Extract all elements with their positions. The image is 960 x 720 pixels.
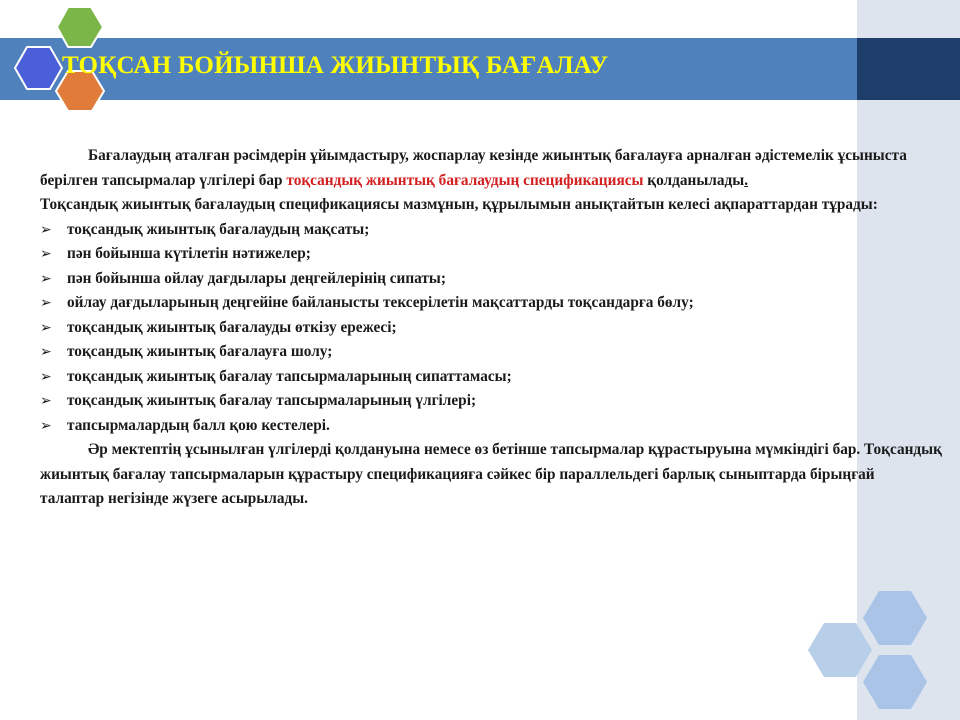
spec-paragraph: Тоқсандық жиынтық бағалаудың спецификациясы мазмұнын, құрылымын анықтайтын келесі ақпараттардан тұрады: — [40, 196, 878, 213]
list-item — [40, 242, 942, 267]
list-item-text: тоқсандық жиынтық бағалауға шолу; — [67, 343, 333, 360]
page-title: ТОҚСАН БОЙЫНША ЖИЫНТЫҚ БАҒАЛАУ — [62, 52, 609, 79]
list-item-text: тоқсандық жиынтық бағалау тапсырмаларының үлгілері; — [67, 392, 477, 409]
arrow-bullet-icon: ➢ — [40, 270, 52, 287]
arrow-bullet-icon: ➢ — [40, 344, 52, 360]
arrow-bullet-icon: ➢ — [40, 319, 52, 336]
intro-end-mark: . — [744, 171, 749, 189]
arrow-bullet-icon: ➢ — [40, 295, 52, 311]
list-item — [40, 340, 942, 365]
arrow-bullet-icon: ➢ — [40, 246, 52, 262]
light-blue-hexagon-icon — [863, 655, 927, 709]
arrow-bullet-icon: ➢ — [40, 417, 52, 434]
list-item-text: тоқсандық жиынтық бағалау тапсырмаларының сипаттамасы; — [67, 367, 512, 385]
light-blue-hexagon-icon — [808, 623, 872, 677]
list-item — [40, 316, 942, 341]
spec-list — [40, 218, 942, 439]
highlight-text: тоқсандық жиынтық бағалаудың спецификациясы — [286, 171, 644, 189]
intro-text-end: қолданылады — [643, 171, 745, 189]
arrow-bullet-icon: ➢ — [40, 393, 52, 409]
arrow-bullet-icon: ➢ — [40, 368, 52, 385]
list-item-text: ойлау дағдыларының деңгейіне байланысты тексерілетін мақсаттарды тоқсандарға бөлу; — [67, 294, 694, 311]
green-hexagon-icon — [57, 7, 103, 47]
decorative-hexagons-icon — [800, 585, 960, 720]
title-bar-dark — [857, 38, 960, 100]
slide-body — [40, 144, 942, 512]
list-item — [40, 389, 942, 414]
intro-paragraph — [40, 144, 942, 193]
list-item-text: тапсырмалардың балл қою кестелері. — [67, 416, 330, 434]
list-item — [40, 267, 942, 292]
list-item — [40, 365, 942, 390]
list-item — [40, 291, 942, 316]
arrow-bullet-icon: ➢ — [40, 221, 52, 238]
light-blue-hexagon-icon — [863, 591, 927, 645]
intro-text: Бағалаудың аталған рәсімдерін ұйымдастыру, жоспарлау кезінде жиынтық бағалауға арналған әдістемелік ұсыныста берілген тапсырмалар үлгілері бар — [40, 147, 907, 189]
list-item — [40, 414, 942, 439]
closing-paragraph: Әр мектептің ұсынылған үлгілерді қолдануына немесе өз бетінше тапсырмалар құрастыруына мүмкіндігі бар. Тоқсандық жиынтық бағалау тапсырмаларын құрастыру спецификацияға сәйкес бір параллельдегі барлық сыныптарда бірыңғай талаптар негізінде жүзеге асырылады. — [40, 441, 942, 507]
list-item-text: тоқсандық жиынтық бағалаудың мақсаты; — [67, 220, 370, 238]
list-item-text: пән бойынша күтілетін нәтижелер; — [67, 245, 311, 262]
list-item — [40, 218, 942, 243]
list-item-text: тоқсандық жиынтық бағалауды өткізу ережесі; — [67, 318, 397, 336]
blue-hexagon-icon — [15, 47, 62, 89]
list-item-text: пән бойынша ойлау дағдылары деңгейлерінің сипаты; — [67, 269, 446, 287]
